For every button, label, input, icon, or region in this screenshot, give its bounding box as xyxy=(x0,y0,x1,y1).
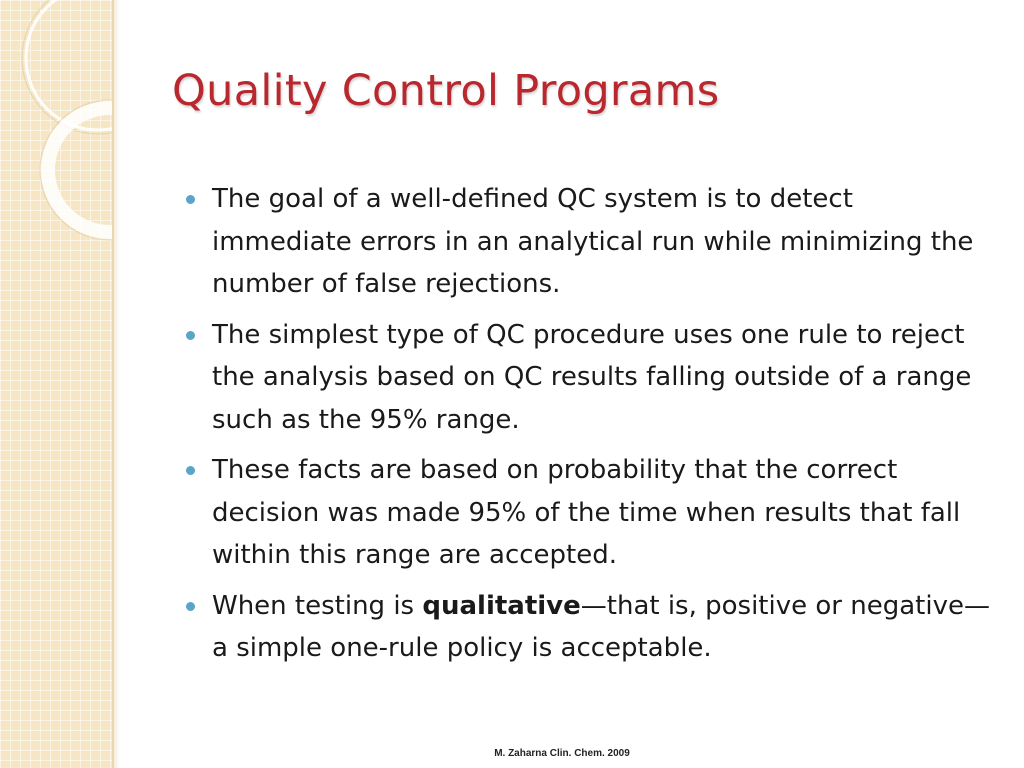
bullet-dot-icon xyxy=(186,195,195,204)
bullet-list xyxy=(186,178,996,678)
bullet-text-tail: —that is, positive or negative—a simple one-rule policy is acceptable. xyxy=(212,590,990,663)
bullet-item xyxy=(186,585,996,670)
bullet-item xyxy=(186,449,996,577)
bullet-text: The goal of a well-defined QC system is to detect immediate errors in an analytical run while minimizing the number of false rejections. xyxy=(212,184,974,299)
bullet-dot-icon xyxy=(186,602,195,611)
bullet-text: The simplest type of QC procedure uses one rule to reject the analysis based on QC results falling outside of a range such as the 95% range. xyxy=(212,319,972,435)
bullet-item xyxy=(186,178,996,306)
bullet-item xyxy=(186,314,996,442)
circle-arcs-decoration xyxy=(0,0,112,768)
bullet-dot-icon xyxy=(186,466,195,475)
bullet-dot-icon xyxy=(186,331,195,340)
bold-term: qualitative xyxy=(422,590,581,621)
bullet-text: These facts are based on probability that the correct decision was made 95% of the time when results that fall within this range are accepted. xyxy=(212,455,961,570)
slide-title: Quality Control Programs xyxy=(172,66,720,116)
sidebar-shadow xyxy=(114,0,120,768)
citation: M. Zaharna Clin. Chem. 2009 xyxy=(494,748,630,759)
decorative-sidebar xyxy=(0,0,114,768)
bullet-text-lead: When testing is xyxy=(212,590,423,621)
bullet-text xyxy=(212,591,990,664)
